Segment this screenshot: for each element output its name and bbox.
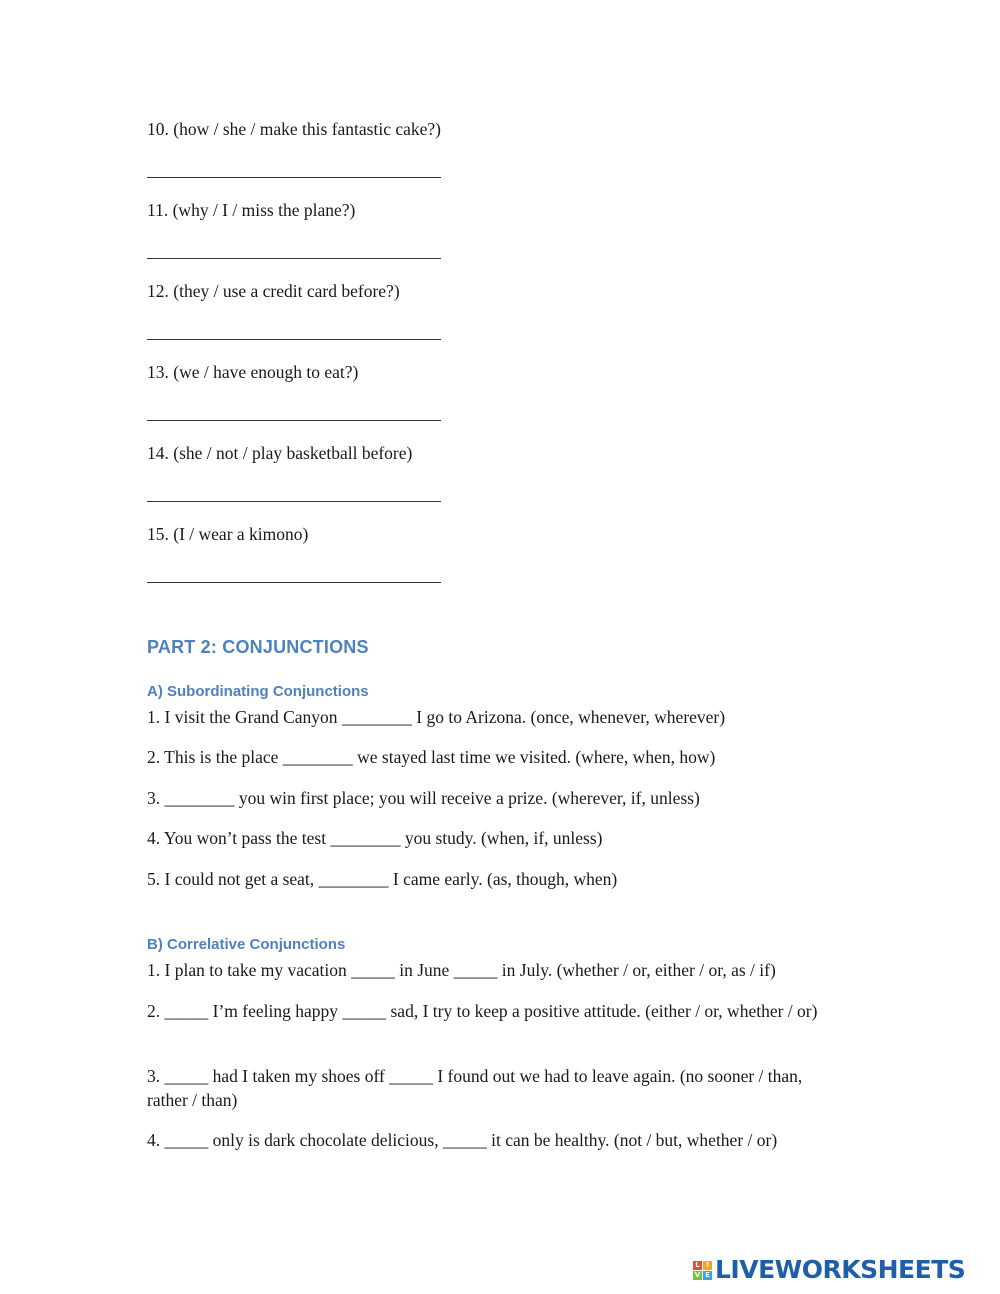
subordinating-item-4: 4. You won’t pass the test ________ you study. (when, if, unless) — [147, 828, 603, 848]
liveworksheets-logo — [693, 1256, 965, 1284]
logo-mark-i: I — [703, 1261, 712, 1270]
answer-line-11[interactable] — [147, 258, 441, 259]
correlative-item-1: 1. I plan to take my vacation _____ in June _____ in July. (whether / or, either / or, as / if) — [147, 960, 776, 980]
subordinating-item-1: 1. I visit the Grand Canyon ________ I go to Arizona. (once, whenever, wherever) — [147, 707, 726, 727]
logo-mark-l: L — [693, 1261, 702, 1270]
part2-heading: PART 2: CONJUNCTIONS — [147, 637, 369, 657]
correlative-item-2: 2. _____ I’m feeling happy _____ sad, I try to keep a positive attitude. (either / or, whether / or) — [147, 1001, 818, 1021]
answer-line-12[interactable] — [147, 339, 441, 340]
logo-mark-v: V — [694, 1270, 701, 1279]
section-a-heading: A) Subordinating Conjunctions — [147, 683, 369, 700]
answer-line-13[interactable] — [147, 420, 441, 421]
logo-mark-icon — [693, 1261, 712, 1280]
answer-line-10[interactable] — [147, 177, 441, 178]
answer-line-15[interactable] — [147, 582, 441, 583]
logo-text: LIVEWORKSHEETS — [715, 1255, 966, 1284]
exercise-item-15: 15. (I / wear a kimono) — [147, 524, 309, 544]
subordinating-item-3: 3. ________ you win first place; you will receive a prize. (wherever, if, unless) — [147, 788, 700, 808]
subordinating-item-2: 2. This is the place ________ we stayed last time we visited. (where, when, how) — [147, 747, 716, 767]
exercise-item-10: 10. (how / she / make this fantastic cake?) — [147, 119, 441, 139]
correlative-item-3: 3. _____ had I taken my shoes off _____ I found out we had to leave again. (no sooner / than, rather / than) — [147, 1066, 803, 1110]
correlative-item-4: 4. _____ only is dark chocolate delicious, _____ it can be healthy. (not / but, whether / or) — [147, 1130, 778, 1150]
logo-mark-e: E — [703, 1271, 712, 1280]
exercise-item-13: 13. (we / have enough to eat?) — [147, 362, 359, 382]
exercise-item-11: 11. (why / I / miss the plane?) — [147, 200, 356, 220]
section-b-heading: B) Correlative Conjunctions — [147, 936, 346, 953]
subordinating-item-5: 5. I could not get a seat, ________ I came early. (as, though, when) — [147, 869, 618, 889]
exercise-item-12: 12. (they / use a credit card before?) — [147, 281, 400, 301]
exercise-item-14: 14. (she / not / play basketball before) — [147, 443, 413, 463]
answer-line-14[interactable] — [147, 501, 441, 502]
